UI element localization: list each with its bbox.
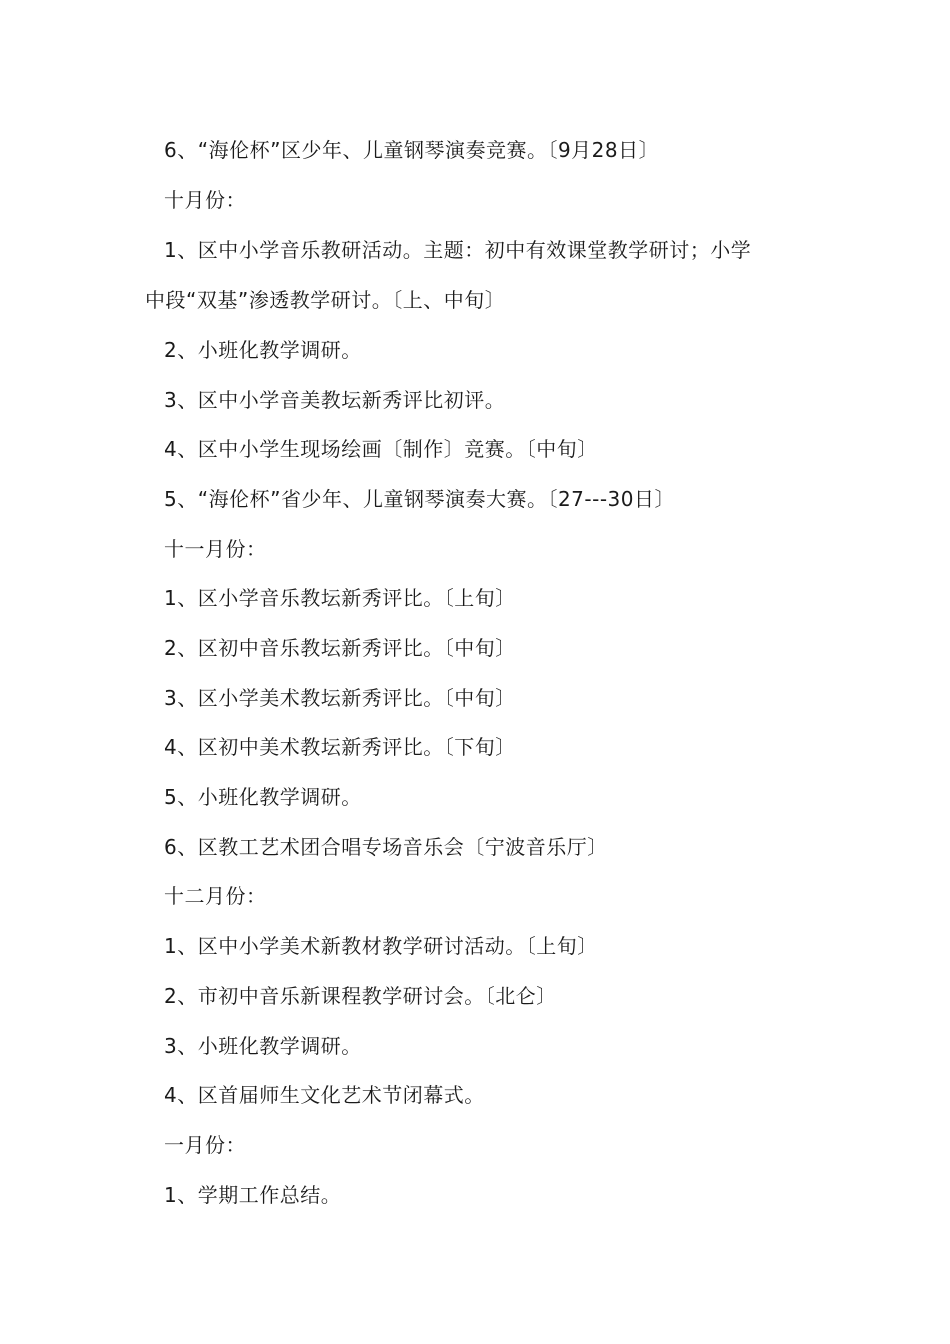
- item-dec-arts-festival-closing: 4、区首届师生文化艺术节闭幕式。: [164, 1083, 485, 1107]
- item-nov-choir-concert: 6、区教工艺术团合唱专场音乐会〔宁波音乐厅〕: [164, 835, 608, 859]
- item-oct-onsite-drawing-contest: 4、区中小学生现场绘画〔制作〕竞赛。〔中旬〕: [164, 437, 598, 461]
- section-november-heading: 十一月份：: [164, 537, 267, 561]
- item-jan-semester-summary: 1、学期工作总结。: [164, 1183, 342, 1207]
- item-oct-new-talent-preliminary: 3、区中小学音美教坛新秀评比初评。: [164, 388, 506, 412]
- item-dec-small-class-research: 3、小班化教学调研。: [164, 1034, 362, 1058]
- item-oct-music-research: 1、区中小学音乐教研活动。主题：初中有效课堂教学研讨；小学: [164, 238, 752, 262]
- item-oct-haileng-cup-district: 6、“海伦杯”区少年、儿童钢琴演奏竞赛。〔9月28日〕: [164, 138, 660, 162]
- section-january-heading: 一月份：: [164, 1133, 246, 1157]
- item-nov-junior-art-talent: 4、区初中美术教坛新秀评比。〔下旬〕: [164, 735, 516, 759]
- section-december-heading: 十二月份：: [164, 884, 267, 908]
- item-nov-primary-art-talent: 3、区小学美术教坛新秀评比。〔中旬〕: [164, 686, 516, 710]
- item-oct-small-class-research: 2、小班化教学调研。: [164, 338, 362, 362]
- item-nov-small-class-research: 5、小班化教学调研。: [164, 785, 362, 809]
- section-october-heading: 十月份：: [164, 188, 246, 212]
- item-dec-music-curriculum-seminar: 2、市初中音乐新课程教学研讨会。〔北仑〕: [164, 984, 557, 1008]
- item-oct-music-research-continued: 中段“双基”渗透教学研讨。〔上、中旬〕: [145, 288, 506, 312]
- item-dec-art-textbook-research: 1、区中小学美术新教材教学研讨活动。〔上旬〕: [164, 934, 598, 958]
- item-oct-haileng-cup-provincial: 5、“海伦杯”省少年、儿童钢琴演奏大赛。〔27---30日〕: [164, 487, 675, 511]
- item-nov-primary-music-talent: 1、区小学音乐教坛新秀评比。〔上旬〕: [164, 586, 516, 610]
- item-nov-junior-music-talent: 2、区初中音乐教坛新秀评比。〔中旬〕: [164, 636, 516, 660]
